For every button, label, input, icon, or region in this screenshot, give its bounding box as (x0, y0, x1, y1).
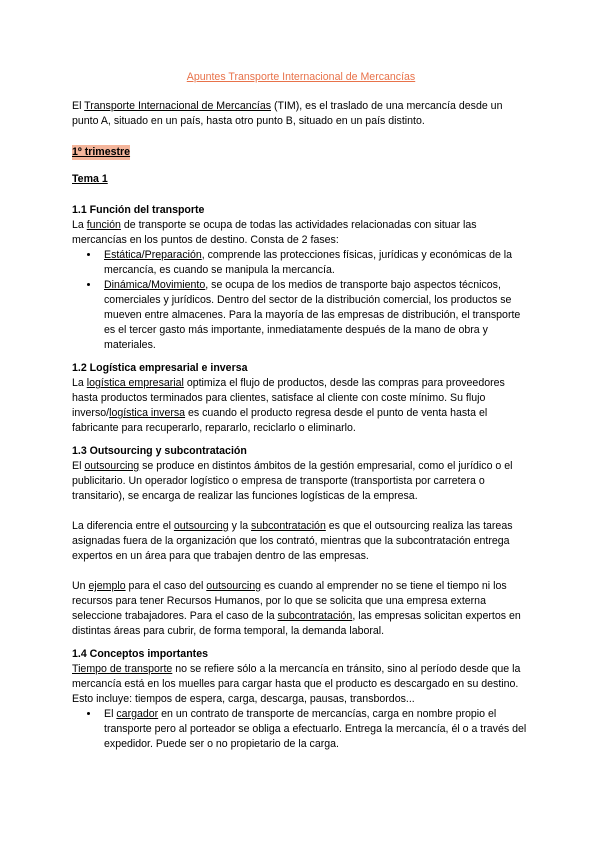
underlined-term: función (86, 219, 121, 231)
document-body (72, 70, 530, 752)
text: para el caso del (125, 580, 207, 592)
list-item (100, 707, 530, 752)
text: optimiza el flujo de productos, desde las compras para proveedores hasta productos terminados para clientes, satisface al cliente con coste mínimo. Su flujo inverso/ (72, 377, 505, 419)
underlined-term: subcontratación (277, 610, 353, 622)
underlined-term: outsourcing (173, 520, 229, 532)
text: Un (72, 580, 89, 592)
underlined-term: outsourcing (206, 580, 262, 592)
document-title: Apuntes Transporte Internacional de Mercancías (186, 71, 416, 83)
text: no se refiere sólo a la mercancía en tránsito, sino al período desde que la mercancía está en los muelles para cargar hasta que el producto es descargado en su destino. Esto incluye: tiempos de espera, carga, descarga, pausas, transbordos... (72, 663, 521, 705)
text: en un contrato de transporte de mercancías, carga en nombre propio el transporte pero al porteador se obliga a efectuarlo. Entrega la mercancía, él o a través del expedidor. Puede ser o no propietario de la carga. (104, 708, 527, 750)
underlined-term: Dinámica/Movimiento (104, 279, 206, 291)
underlined-term: Estática/Preparación (104, 249, 202, 261)
intro-link: Transporte Internacional de Mercancías (84, 100, 272, 112)
list-item (100, 248, 530, 278)
section-1-3-paragraph-3 (72, 579, 530, 639)
text: La (72, 219, 87, 231)
intro-paragraph (72, 99, 530, 129)
underlined-term: ejemplo (88, 580, 126, 592)
spacer (72, 353, 530, 361)
list-item (100, 278, 530, 353)
underlined-term: logística empresarial (86, 377, 184, 389)
section-1-4-heading: 1.4 Conceptos importantes (72, 648, 208, 660)
underlined-term: outsourcing (84, 460, 140, 472)
section-1-3-paragraph-1 (72, 459, 530, 504)
text: es que el outsourcing realiza las tareas asignadas fuera de la organización que los contrató, mientras que la subcontratación entrega expertos en un área para que trabajen dentro de las empresas. (72, 520, 513, 562)
trimestre-heading: 1º trimestre (72, 146, 131, 158)
underlined-term: subcontratación (251, 520, 326, 532)
text: , se ocupa de los medios de transporte bajo aspectos técnicos, comerciales y jurídicos. Dentro del sector de la distribución comercial, los productos se mueven entre almacenes. Para la mayoría de las empresas de distribución, el transporte es el tercer gasto más importante, inmediatamente después de la mano de obra y materiales. (104, 279, 521, 351)
text: y la (228, 520, 252, 532)
spacer (72, 504, 530, 519)
text: El (72, 460, 85, 472)
spacer (72, 564, 530, 579)
section-1-1-list (72, 248, 530, 353)
section-1-4-paragraph (72, 662, 530, 707)
text: de transporte se ocupa de todas las actividades relacionadas con situar las mercancías en los puntos de destino. Consta de 2 fases: (72, 219, 477, 246)
spacer (72, 436, 530, 444)
intro-text: El (72, 100, 85, 112)
text: La (72, 377, 87, 389)
text: , comprende las protecciones físicas, jurídicas y económicas de la mercancía, es cuando se manipula la mercancía. (104, 249, 513, 276)
text: La diferencia entre el (72, 520, 174, 532)
tema-heading: Tema 1 (72, 173, 108, 185)
underlined-term: Tiempo de transporte (72, 663, 173, 675)
section-1-2-heading: 1.2 Logística empresarial e inversa (72, 362, 248, 374)
section-1-3-heading: 1.3 Outsourcing y subcontratación (72, 445, 247, 457)
section-1-1-paragraph (72, 218, 530, 248)
text: , las empresas solicitan expertos en distintas áreas para cubrir, de forma temporal, la demanda laboral. (72, 610, 521, 637)
section-1-4-list (72, 707, 530, 752)
section-1-1-heading: 1.1 Función del transporte (72, 204, 205, 216)
underlined-term: logística inversa (109, 407, 186, 419)
underlined-term: cargador (116, 708, 159, 720)
text: es cuando al emprender no se tiene el tiempo ni los recursos para tener Recursos Humanos, por lo que se solicita que una empresa externa seleccione trabajadores. Para el caso de la (72, 580, 507, 622)
text: El (104, 708, 117, 720)
text: se produce en distintos ámbitos de la gestión empresarial, como el jurídico o el publicitario. Un operador logístico o empresa de transporte (transportista por carretera o transitario), se encarga de realizar las funciones logísticas de la empresa. (72, 460, 513, 502)
section-1-2-paragraph (72, 376, 530, 436)
spacer (72, 639, 530, 647)
intro-text-end: (TIM), es el traslado de una mercancía desde un punto A, situado en un país, hasta otro punto B, situado en un país distinto. (72, 100, 503, 127)
section-1-3-paragraph-2 (72, 519, 530, 564)
text: es cuando el producto regresa desde el punto de venta hasta el fabricante para recuperarlo, repararlo, reciclarlo o eliminarlo. (72, 407, 488, 434)
